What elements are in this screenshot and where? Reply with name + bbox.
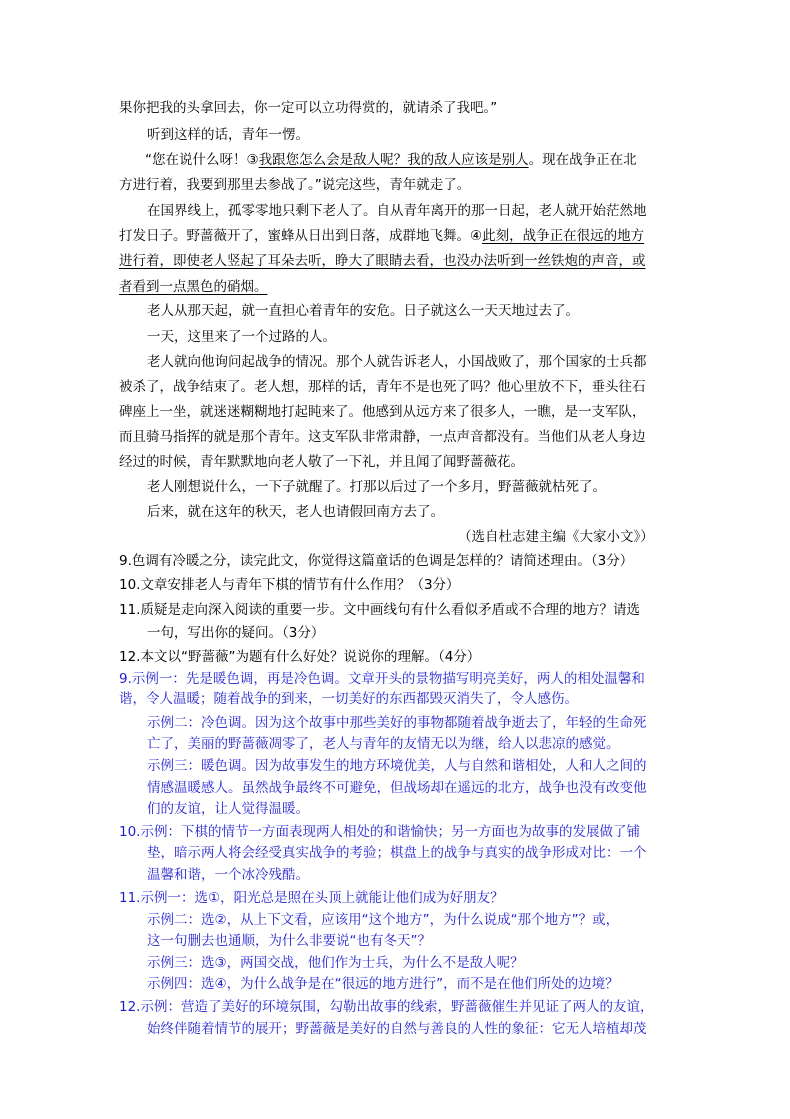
story-line: 果你把我的头拿回去，你一定可以立功得赏的，就请杀了我吧。”	[119, 100, 498, 116]
question-11: 一句，写出你的疑问。（3分）	[147, 625, 325, 641]
story-line: 老人就向他询问起战争的情况。那个人就告诉老人，小国战败了，那个国家的士兵都	[147, 354, 647, 370]
story-text: “您在说什么呀！③	[145, 152, 259, 168]
question-10: 10.文章安排老人与青年下棋的情节有什么作用？（3分）	[119, 577, 460, 593]
answer-11: 示例四：选④，为什么战争是在“很远的地方进行”，而不是在他们所处的边境？	[147, 976, 619, 992]
answer-12: 12.示例：营造了美好的环境氛围，勾勒出故事的线索，野蔷薇催生并见证了两人的友谊，	[119, 999, 654, 1015]
story-line	[145, 150, 637, 170]
story-text: 打发日子。野蔷薇开了，蜜蜂从日出到日落，成群地飞舞。④	[119, 228, 483, 244]
answer-10: 10.示例：下棋的情节一方面表现两人相处的和谐愉快；另一方面也为故事的发展做了铺	[119, 824, 640, 840]
answer-11: 示例三：选③，两国交战，他们作为士兵，为什么不是敌人呢？	[147, 955, 524, 971]
underlined-sentence-4: 者看到一点黑色的硝烟。	[119, 279, 268, 295]
question-11: 11.质疑是走向深入阅读的重要一步。文中画线句有什么看似矛盾或不合理的地方？请选	[119, 602, 640, 618]
story-line: 老人从那天起，就一直担心着青年的安危。日子就这么一天天地过去了。	[147, 303, 579, 319]
story-line: 在国界线上，孤零零地只剩下老人了。自从青年离开的那一日起，老人就开始茫然地	[147, 203, 647, 219]
answer-9: 谐，令人温暖；随着战争的到来，一切美好的东西都毁灭消失了，令人感伤。	[119, 691, 578, 707]
story-line: 被杀了，战争结束了。老人想，那样的话，青年不是也死了吗？他心里放不下，垂头往石	[119, 379, 646, 395]
source-citation: （选自杜志建主编《大家小文》）	[458, 529, 654, 545]
story-line: 碑座上一坐，就迷迷糊糊地打起盹来了。他感到从远方来了很多人，一瞧，是一支军队，	[119, 404, 646, 420]
story-line: 方进行着，我要到那里去参战了。”说完这些，青年就走了。	[119, 177, 471, 193]
question-9: 9.色调有冷暖之分，读完此文，你觉得这篇童话的色调是怎样的？请简述理由。（3分）	[119, 553, 634, 569]
story-line: 一天，这里来了一个过路的人。	[147, 329, 336, 345]
answer-9: 示例二：冷色调。因为这个故事中那些美好的事物都随着战争逝去了，年轻的生命死	[147, 715, 647, 731]
underlined-sentence-4: 进行着，即使老人竖起了耳朵去听，睁大了眼睛去看，也没办法听到一丝铁炮的声音，或	[119, 253, 646, 269]
story-text: 。现在战争正在北	[528, 152, 637, 168]
answer-11: 示例二：选②，从上下文看，应该用“这个地方”，为什么说成“那个地方”？或，	[147, 912, 620, 928]
answer-11: 这一句删去也通顺，为什么非要说“也有冬天”？	[147, 933, 431, 949]
answer-11: 11.示例一：选①，阳光总是照在头顶上就能让他们成为好朋友？	[119, 890, 504, 906]
answer-10: 垫，暗示两人将会经受真实战争的考验；棋盘上的战争与真实的战争形成对比：一个	[147, 845, 647, 861]
underlined-sentence-4: 此刻，战争正在很远的地方	[482, 228, 645, 244]
underlined-sentence-3: 我跟您怎么会是敌人呢？我的敌人应该是别人	[258, 152, 529, 168]
answer-9: 情感温暖感人。虽然战争最终不可避免，但战场却在遥远的北方，战争也没有改变他	[147, 780, 647, 796]
question-12: 12.本文以“野蔷薇”为题有什么好处？说说你的理解。（4分）	[119, 649, 481, 665]
answer-10: 温馨和谐，一个冰冷残酷。	[147, 867, 309, 883]
story-line	[119, 226, 644, 246]
answer-9: 亡了，美丽的野蔷薇凋零了，老人与青年的友情无以为继，给人以悲凉的感觉。	[147, 736, 620, 752]
story-line: 听到这样的话，青年一愣。	[147, 127, 309, 143]
answer-9: 9.示例一：先是暖色调，再是冷色调。文章开头的景物描写明亮美好，两人的相处温馨和	[119, 671, 645, 687]
story-line: 经过的时候，青年默默地向老人敬了一下礼，并且闻了闻野蔷薇花。	[119, 454, 524, 470]
story-line: 后来，就在这年的秋天，老人也请假回南方去了。	[147, 504, 444, 520]
story-line: 而且骑马指挥的就是那个青年。这支军队非常肃静，一点声音都没有。当他们从老人身边	[119, 429, 646, 445]
answer-9: 示例三：暖色调。因为故事发生的地方环境优美，人与自然和谐相处，人和人之间的	[147, 758, 647, 774]
story-line: 老人刚想说什么，一下子就醒了。打那以后过了一个多月，野蔷薇就枯死了。	[147, 479, 606, 495]
answer-9: 们的友谊，让人觉得温暖。	[147, 801, 309, 817]
answer-12: 始终伴随着情节的展开；野蔷薇是美好的自然与善良的人性的象征：它无人培植却茂	[147, 1021, 647, 1037]
